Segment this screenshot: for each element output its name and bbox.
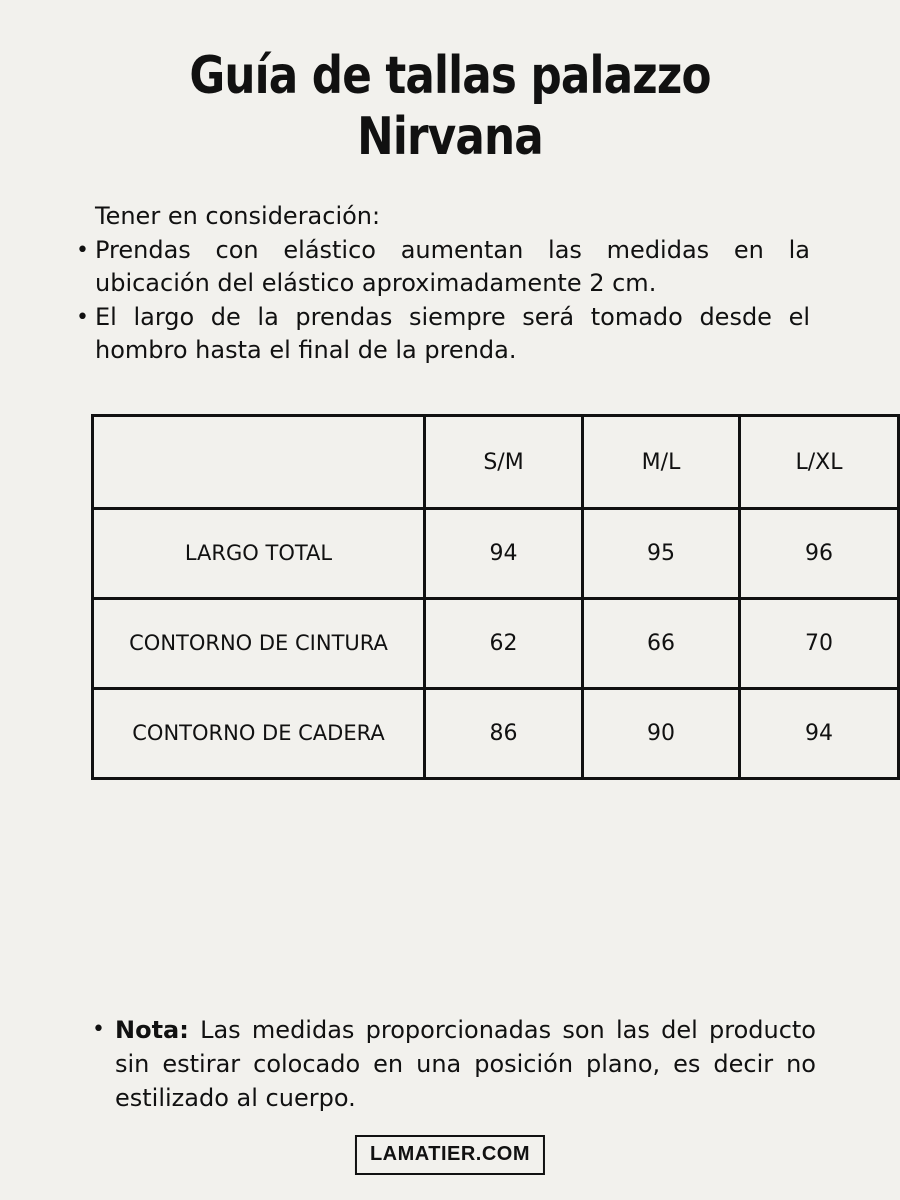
brand-text: LAMATIER.COM	[369, 1143, 531, 1165]
consideration-item-elastic	[78, 234, 810, 301]
note-section	[92, 1013, 816, 1115]
cell-largo-total-sm: 94	[425, 509, 583, 599]
considerations-list	[78, 234, 810, 368]
bullet-icon: •	[76, 237, 89, 263]
consideration-text: Prendas con elástico aumentan las medidas en la ubicación del elástico aproximadamente 2 cm.	[95, 235, 810, 297]
size-table	[91, 414, 900, 780]
page-title	[72, 46, 828, 169]
note-label: Nota:	[115, 1016, 189, 1044]
row-label-largo-total: LARGO TOTAL	[93, 509, 425, 599]
considerations-section	[78, 200, 810, 368]
table-row-contorno-cadera	[93, 689, 899, 779]
table-row-largo-total	[93, 509, 899, 599]
size-table-header-row	[93, 416, 899, 509]
size-table-col-header-sm: S/M	[425, 416, 583, 509]
bullet-icon: •	[92, 1017, 105, 1042]
cell-cintura-sm: 62	[425, 599, 583, 689]
cell-largo-total-lxl: 96	[740, 509, 899, 599]
consideration-item-length	[78, 301, 810, 368]
consideration-text: El largo de la prendas siempre será tomado desde el hombro hasta el final de la prenda.	[95, 302, 810, 364]
cell-cadera-lxl: 94	[740, 689, 899, 779]
size-table-col-header-ml: M/L	[583, 416, 740, 509]
row-label-contorno-cadera: CONTORNO DE CADERA	[93, 689, 425, 779]
note-item	[92, 1013, 816, 1115]
cell-largo-total-ml: 95	[583, 509, 740, 599]
cell-cadera-sm: 86	[425, 689, 583, 779]
brand-box	[355, 1135, 545, 1175]
cell-cintura-lxl: 70	[740, 599, 899, 689]
bullet-icon: •	[76, 304, 89, 330]
row-label-contorno-cintura: CONTORNO DE CINTURA	[93, 599, 425, 689]
cell-cadera-ml: 90	[583, 689, 740, 779]
page-title-line-2: Nirvana	[357, 107, 543, 168]
size-table-col-header-lxl: L/XL	[740, 416, 899, 509]
table-row-contorno-cintura	[93, 599, 899, 689]
considerations-heading: Tener en consideración:	[95, 202, 381, 230]
size-table-corner-cell	[93, 416, 425, 509]
cell-cintura-ml: 66	[583, 599, 740, 689]
page-title-line-1: Guía de tallas palazzo	[189, 46, 711, 106]
note-text: Las medidas proporcionadas son las del producto sin estirar colocado en una posición plano, es decir no estilizado al cuerpo.	[115, 1016, 816, 1112]
